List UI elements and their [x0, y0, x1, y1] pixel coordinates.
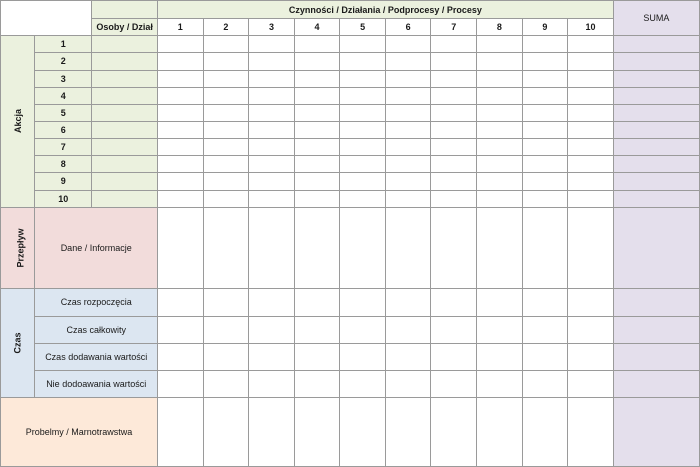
table-cell[interactable]: [385, 53, 431, 70]
table-cell[interactable]: [203, 139, 249, 156]
table-cell[interactable]: [522, 316, 568, 343]
table-cell[interactable]: [385, 121, 431, 138]
table-cell[interactable]: [249, 104, 295, 121]
table-cell[interactable]: [203, 343, 249, 370]
column-header: 1: [158, 19, 204, 36]
table-cell[interactable]: [294, 173, 340, 190]
table-cell[interactable]: [158, 343, 204, 370]
akcja-row-number: 5: [35, 104, 92, 121]
sum-cell[interactable]: [613, 139, 699, 156]
table-cell[interactable]: [340, 398, 386, 467]
table-cell[interactable]: [477, 207, 523, 289]
table-cell[interactable]: [203, 173, 249, 190]
table-cell[interactable]: [340, 207, 386, 289]
table-cell[interactable]: [431, 289, 477, 316]
table-cell[interactable]: [340, 36, 386, 53]
table-cell[interactable]: [568, 343, 614, 370]
table-cell[interactable]: [158, 70, 204, 87]
table-cell[interactable]: [568, 87, 614, 104]
table-cell[interactable]: [385, 398, 431, 467]
czas-row-label: Czas dodawania wartości: [35, 343, 158, 370]
table-cell[interactable]: [158, 398, 204, 467]
sum-header: SUMA: [613, 1, 699, 36]
sum-cell[interactable]: [613, 121, 699, 138]
table-cell[interactable]: [203, 121, 249, 138]
table-cell[interactable]: [568, 289, 614, 316]
table-cell[interactable]: [477, 156, 523, 173]
table-cell[interactable]: [158, 121, 204, 138]
table-cell[interactable]: [249, 156, 295, 173]
sum-cell[interactable]: [613, 156, 699, 173]
table-cell[interactable]: [568, 104, 614, 121]
akcja-person-cell[interactable]: [92, 104, 158, 121]
table-cell[interactable]: [294, 87, 340, 104]
table-cell[interactable]: [522, 87, 568, 104]
table-cell[interactable]: [158, 207, 204, 289]
table-cell[interactable]: [568, 173, 614, 190]
column-header: 4: [294, 19, 340, 36]
table-cell[interactable]: [522, 139, 568, 156]
table-cell[interactable]: [203, 190, 249, 207]
table-cell[interactable]: [249, 36, 295, 53]
table-cell[interactable]: [294, 207, 340, 289]
table-cell[interactable]: [340, 70, 386, 87]
sum-cell[interactable]: [613, 343, 699, 370]
table-cell[interactable]: [249, 371, 295, 398]
table-cell[interactable]: [249, 190, 295, 207]
sum-cell[interactable]: [613, 53, 699, 70]
table-cell[interactable]: [203, 53, 249, 70]
table-cell[interactable]: [294, 139, 340, 156]
akcja-row-number: 2: [35, 53, 92, 70]
table-cell[interactable]: [431, 207, 477, 289]
akcja-person-cell[interactable]: [92, 139, 158, 156]
table-cell[interactable]: [249, 343, 295, 370]
table-cell[interactable]: [294, 104, 340, 121]
table-cell[interactable]: [431, 371, 477, 398]
table-cell[interactable]: [568, 70, 614, 87]
table-cell[interactable]: [340, 104, 386, 121]
table-cell[interactable]: [294, 53, 340, 70]
czas-row-label: Czas rozpoczęcia: [35, 289, 158, 316]
table-cell[interactable]: [477, 316, 523, 343]
sum-cell[interactable]: [613, 371, 699, 398]
table-cell[interactable]: [522, 104, 568, 121]
czas-row-label: Nie dodoawania wartości: [35, 371, 158, 398]
table-cell[interactable]: [522, 190, 568, 207]
table-cell[interactable]: [431, 316, 477, 343]
table-cell[interactable]: [568, 316, 614, 343]
column-header: 7: [431, 19, 477, 36]
table-cell[interactable]: [203, 316, 249, 343]
table-cell[interactable]: [477, 289, 523, 316]
table-cell[interactable]: [249, 139, 295, 156]
table-cell[interactable]: [203, 289, 249, 316]
table-cell[interactable]: [249, 207, 295, 289]
column-header: 3: [249, 19, 295, 36]
column-header: 5: [340, 19, 386, 36]
table-cell[interactable]: [203, 207, 249, 289]
akcja-row-number: 7: [35, 139, 92, 156]
sum-cell[interactable]: [613, 316, 699, 343]
table-cell[interactable]: [431, 121, 477, 138]
table-cell[interactable]: [568, 398, 614, 467]
sum-cell[interactable]: [613, 70, 699, 87]
table-cell[interactable]: [385, 190, 431, 207]
table-cell[interactable]: [522, 70, 568, 87]
sum-cell[interactable]: [613, 207, 699, 289]
czas-section-label: Czas: [1, 289, 35, 398]
przeplyw-section-label: Przepływ: [1, 207, 35, 289]
table-cell[interactable]: [431, 139, 477, 156]
table-cell[interactable]: [568, 139, 614, 156]
table-cell[interactable]: [385, 207, 431, 289]
table-cell[interactable]: [568, 207, 614, 289]
column-header: 8: [477, 19, 523, 36]
sum-cell[interactable]: [613, 289, 699, 316]
column-header: 10: [568, 19, 614, 36]
table-cell[interactable]: [431, 53, 477, 70]
table-cell[interactable]: [340, 289, 386, 316]
akcja-person-cell[interactable]: [92, 70, 158, 87]
table-cell[interactable]: [294, 316, 340, 343]
table-cell[interactable]: [568, 156, 614, 173]
table-cell[interactable]: [340, 87, 386, 104]
table-cell[interactable]: [477, 371, 523, 398]
column-header: 9: [522, 19, 568, 36]
table-cell[interactable]: [522, 289, 568, 316]
sum-cell[interactable]: [613, 173, 699, 190]
sum-cell[interactable]: [613, 190, 699, 207]
table-cell[interactable]: [568, 190, 614, 207]
people-dept-header: Osoby / Dział: [92, 19, 158, 36]
activities-header: Czynności / Działania / Podprocesy / Procesy: [158, 1, 614, 19]
table-cell[interactable]: [158, 104, 204, 121]
table-cell[interactable]: [340, 316, 386, 343]
table-cell[interactable]: [203, 87, 249, 104]
table-cell[interactable]: [522, 53, 568, 70]
table-cell[interactable]: [522, 36, 568, 53]
table-cell[interactable]: [477, 139, 523, 156]
table-cell[interactable]: [158, 139, 204, 156]
table-cell[interactable]: [431, 87, 477, 104]
akcja-row-number: 10: [35, 190, 92, 207]
table-cell[interactable]: [203, 36, 249, 53]
table-cell[interactable]: [385, 289, 431, 316]
table-cell[interactable]: [568, 53, 614, 70]
table-cell[interactable]: [249, 316, 295, 343]
table-cell[interactable]: [340, 190, 386, 207]
table-cell[interactable]: [294, 36, 340, 53]
table-cell[interactable]: [158, 289, 204, 316]
table-cell[interactable]: [431, 343, 477, 370]
table-cell[interactable]: [203, 398, 249, 467]
table-cell[interactable]: [249, 53, 295, 70]
table-cell[interactable]: [249, 70, 295, 87]
table-cell[interactable]: [158, 36, 204, 53]
table-cell[interactable]: [340, 343, 386, 370]
table-cell[interactable]: [294, 371, 340, 398]
table-cell[interactable]: [477, 121, 523, 138]
table-cell[interactable]: [431, 398, 477, 467]
table-cell[interactable]: [385, 316, 431, 343]
table-cell[interactable]: [294, 289, 340, 316]
akcja-row-number: 1: [35, 36, 92, 53]
table-cell[interactable]: [340, 121, 386, 138]
table-cell[interactable]: [158, 173, 204, 190]
akcja-row-number: 3: [35, 70, 92, 87]
table-cell[interactable]: [294, 343, 340, 370]
table-cell[interactable]: [522, 207, 568, 289]
table-cell[interactable]: [431, 36, 477, 53]
akcja-person-cell[interactable]: [92, 53, 158, 70]
table-cell[interactable]: [249, 289, 295, 316]
problems-row-label: Probelmy / Marnotrawstwa: [1, 398, 158, 467]
table-cell[interactable]: [249, 173, 295, 190]
table-cell[interactable]: [477, 104, 523, 121]
table-cell[interactable]: [385, 104, 431, 121]
sum-cell[interactable]: [613, 104, 699, 121]
table-cell[interactable]: [385, 139, 431, 156]
table-cell[interactable]: [522, 398, 568, 467]
akcja-row-number: 9: [35, 173, 92, 190]
table-cell[interactable]: [340, 139, 386, 156]
table-cell[interactable]: [568, 121, 614, 138]
table-cell[interactable]: [522, 343, 568, 370]
table-cell[interactable]: [340, 173, 386, 190]
table-cell[interactable]: [431, 156, 477, 173]
table-cell[interactable]: [203, 70, 249, 87]
table-cell[interactable]: [158, 190, 204, 207]
table-cell[interactable]: [203, 371, 249, 398]
table-cell[interactable]: [477, 398, 523, 467]
table-cell[interactable]: [203, 156, 249, 173]
akcja-person-cell[interactable]: [92, 36, 158, 53]
table-cell[interactable]: [477, 70, 523, 87]
table-cell[interactable]: [158, 87, 204, 104]
table-cell[interactable]: [431, 104, 477, 121]
table-cell[interactable]: [477, 87, 523, 104]
akcja-person-cell[interactable]: [92, 87, 158, 104]
table-cell[interactable]: [294, 121, 340, 138]
sum-cell[interactable]: [613, 87, 699, 104]
table-cell[interactable]: [477, 173, 523, 190]
table-cell[interactable]: [340, 53, 386, 70]
table-cell[interactable]: [385, 36, 431, 53]
table-cell[interactable]: [158, 371, 204, 398]
table-cell[interactable]: [522, 371, 568, 398]
akcja-person-cell[interactable]: [92, 173, 158, 190]
akcja-row-number: 8: [35, 156, 92, 173]
table-cell[interactable]: [522, 121, 568, 138]
table-cell[interactable]: [385, 87, 431, 104]
table-cell[interactable]: [568, 36, 614, 53]
table-cell[interactable]: [340, 156, 386, 173]
sum-cell[interactable]: [613, 36, 699, 53]
table-cell[interactable]: [431, 190, 477, 207]
akcja-section-label: Akcja: [1, 36, 35, 207]
table-cell[interactable]: [385, 156, 431, 173]
table-cell[interactable]: [477, 190, 523, 207]
table-cell[interactable]: [249, 87, 295, 104]
table-cell[interactable]: [158, 316, 204, 343]
akcja-person-cell[interactable]: [92, 121, 158, 138]
table-cell[interactable]: [385, 173, 431, 190]
akcja-person-cell[interactable]: [92, 190, 158, 207]
table-cell[interactable]: [203, 104, 249, 121]
column-header: 6: [385, 19, 431, 36]
table-cell[interactable]: [568, 371, 614, 398]
table-cell[interactable]: [385, 70, 431, 87]
table-cell[interactable]: [477, 343, 523, 370]
table-cell[interactable]: [249, 121, 295, 138]
akcja-row-number: 6: [35, 121, 92, 138]
table-cell[interactable]: [158, 53, 204, 70]
table-cell[interactable]: [340, 371, 386, 398]
table-cell[interactable]: [294, 156, 340, 173]
people-dept-header-top: [92, 1, 158, 19]
table-cell[interactable]: [431, 70, 477, 87]
table-cell[interactable]: [385, 371, 431, 398]
table-cell[interactable]: [294, 190, 340, 207]
przeplyw-row-label: Dane / Informacje: [35, 207, 158, 289]
table-cell[interactable]: [385, 343, 431, 370]
akcja-row-number: 4: [35, 87, 92, 104]
table-cell[interactable]: [477, 36, 523, 53]
table-cell[interactable]: [522, 173, 568, 190]
akcja-person-cell[interactable]: [92, 156, 158, 173]
table-cell[interactable]: [249, 398, 295, 467]
table-cell[interactable]: [294, 70, 340, 87]
table-cell[interactable]: [477, 53, 523, 70]
table-cell[interactable]: [158, 156, 204, 173]
column-header: 2: [203, 19, 249, 36]
corner-cell: [1, 1, 92, 36]
czas-row-label: Czas całkowity: [35, 316, 158, 343]
table-cell[interactable]: [522, 156, 568, 173]
table-cell[interactable]: [431, 173, 477, 190]
table-cell[interactable]: [294, 398, 340, 467]
sum-cell[interactable]: [613, 398, 699, 467]
